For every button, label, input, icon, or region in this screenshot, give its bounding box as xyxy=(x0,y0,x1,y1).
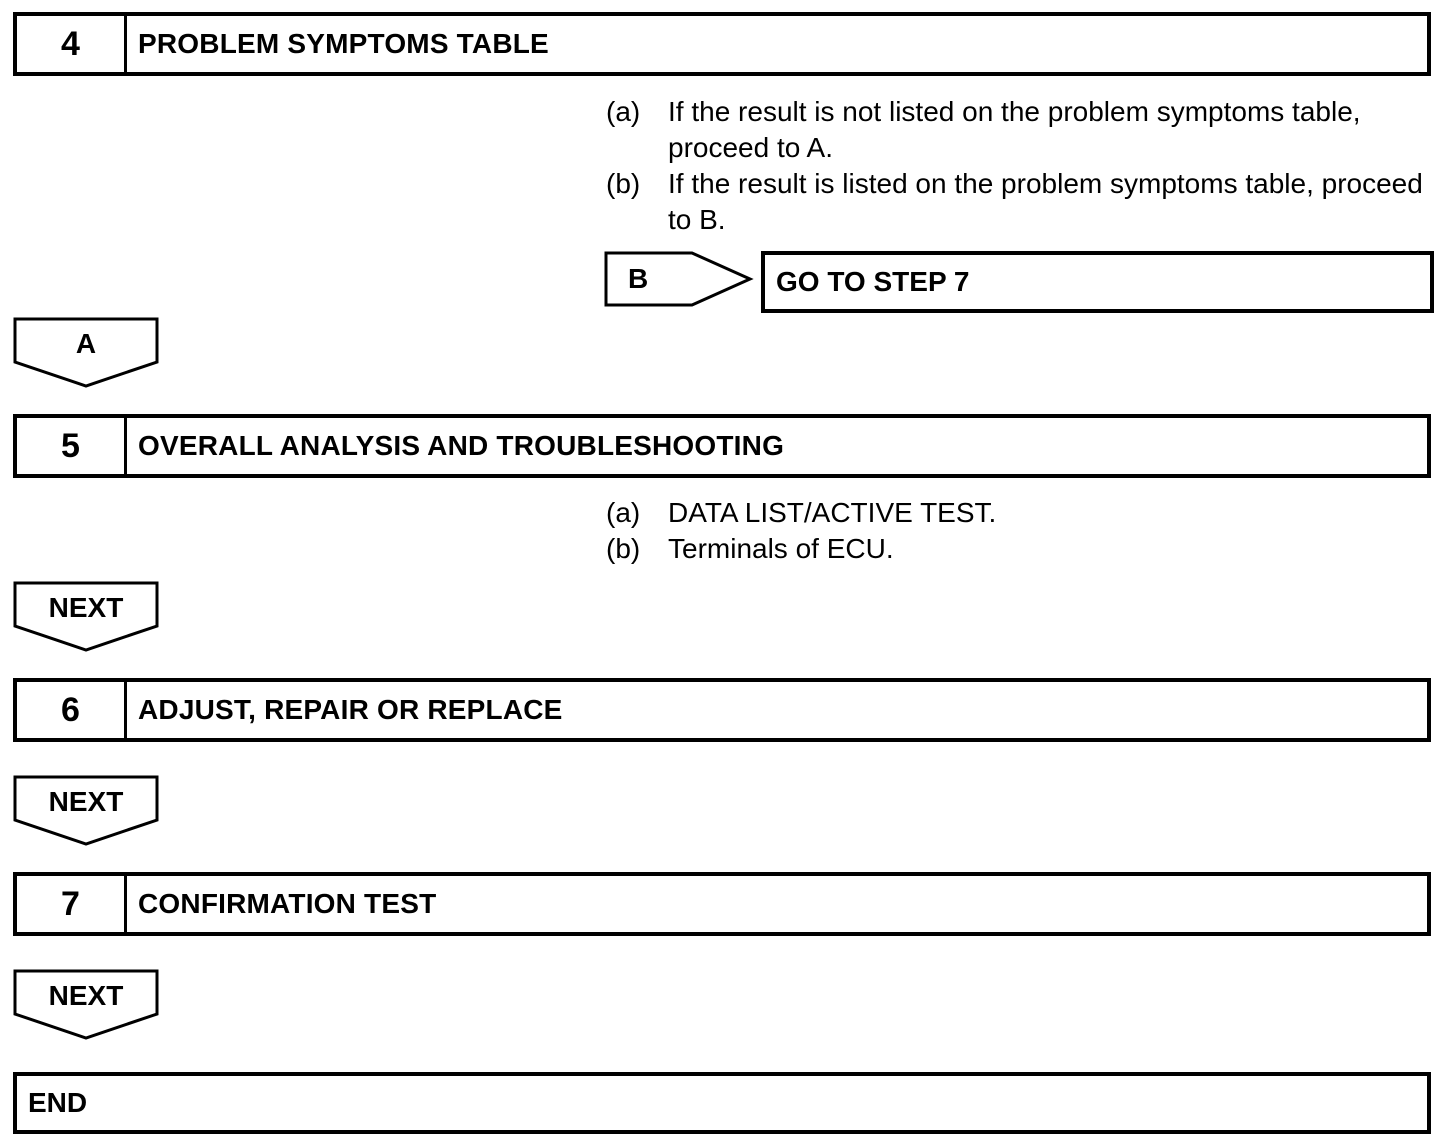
step-number: 6 xyxy=(17,682,127,738)
next-arrow[interactable] xyxy=(12,968,160,1040)
step-5-box xyxy=(13,414,1431,478)
step-title: ADJUST, REPAIR OR REPLACE xyxy=(138,694,563,725)
next-label: NEXT xyxy=(48,786,124,817)
instruction-text: If the result is not listed on the problem symptoms table, proceed to A. xyxy=(668,96,1361,163)
step-4-box xyxy=(13,12,1431,76)
instruction-text: Terminals of ECU. xyxy=(668,533,894,564)
go-to-step-7-box[interactable]: GO TO STEP 7 xyxy=(761,251,1434,313)
instruction-item xyxy=(606,495,1428,531)
step-number: 7 xyxy=(17,876,127,932)
instruction-label: (b) xyxy=(606,533,641,564)
right-arrow-shape-icon xyxy=(604,251,754,309)
step-number: 4 xyxy=(17,16,127,72)
step-7-box xyxy=(13,872,1431,936)
step-title: OVERALL ANALYSIS AND TROUBLESHOOTING xyxy=(138,430,785,461)
step-title: PROBLEM SYMPTOMS TABLE xyxy=(138,28,549,59)
instruction-label: (a) xyxy=(606,96,641,127)
next-arrow[interactable] xyxy=(12,774,160,846)
instruction-label: (b) xyxy=(606,168,641,199)
step-number: 5 xyxy=(17,418,127,474)
branch-b-arrow[interactable] xyxy=(604,251,754,309)
instruction-text: If the result is listed on the problem symptoms table, proceed to B. xyxy=(668,168,1423,235)
instruction-item xyxy=(606,94,1428,166)
branch-label: A xyxy=(75,328,97,359)
next-arrow[interactable] xyxy=(12,580,160,652)
instruction-label: (a) xyxy=(606,497,641,528)
step-6-box xyxy=(13,678,1431,742)
step-title: CONFIRMATION TEST xyxy=(138,888,437,919)
instruction-item xyxy=(606,531,1428,567)
step-5-instructions xyxy=(606,495,1428,567)
instruction-item xyxy=(606,166,1428,238)
branch-label: B xyxy=(628,263,649,294)
step-4-instructions xyxy=(606,94,1428,238)
end-box: END xyxy=(13,1072,1431,1134)
next-label: NEXT xyxy=(48,592,124,623)
instruction-text: DATA LIST/ACTIVE TEST. xyxy=(668,497,997,528)
branch-a-arrow[interactable] xyxy=(12,316,160,388)
next-label: NEXT xyxy=(48,980,124,1011)
